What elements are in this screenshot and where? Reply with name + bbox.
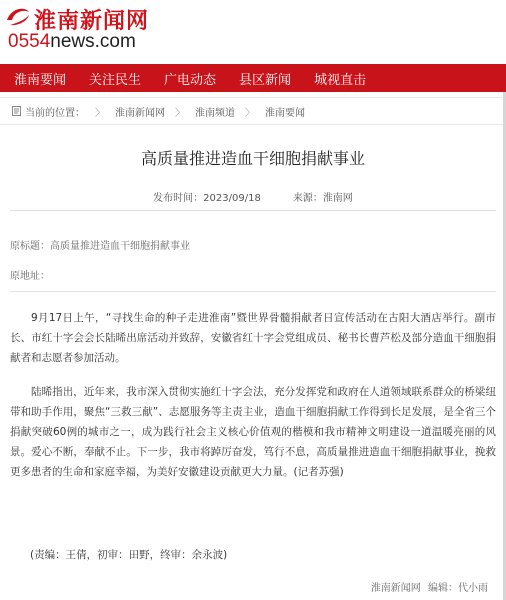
nav-item-county-news[interactable]: 县区新闻 [239,72,292,88]
breadcrumb [0,97,506,125]
publish-time: 2023/09/18 [203,193,261,204]
source-label: 来源： [292,193,323,204]
divider [10,210,496,211]
article-footer [371,579,488,594]
divider [10,291,496,292]
site-name[interactable]: 淮南新闻网 [34,9,150,34]
breadcrumb-separator: 〉 [95,107,105,119]
article-paragraph-2: 陆晞指出，近年来，我市深入贯彻实施红十字会法，充分发挥党和政府在人道领域联系群众的桥梁纽带和助手作用，聚焦“三救三献”、志愿服务等主责主业，造血干细胞捐献工作得到长足发展，是全省三个捐献突破60例的城市之一，成为践行社会主义核心价值观的楷模和我市精神文明建设一道温暖亮丽的风景。爱心不断，奉献不止。下一步，我市将踔厉奋发，笃行不息，高质量推进造血干细胞捐献事业，挽救更多患者的生命和家庭幸福，为美好安徽建设贡献更大力量。(记者苏强) [10,386,496,478]
main-nav [0,64,506,92]
nav-item-livelihood[interactable]: 关注民生 [89,72,142,88]
original-url: 原地址： [10,271,50,282]
nav-item-broadcast[interactable]: 广电动态 [164,72,217,88]
article-meta [0,189,506,204]
editor-credits: (责编：王倩，初审：田野，终审：余永波) [30,549,228,561]
article-title: 高质量推进造血干细胞捐献事业 [140,149,365,168]
original-title: 原标题：高质量推进造血干细胞捐献事业 [10,241,190,252]
nav-item-city-video[interactable]: 城视直击 [314,72,367,88]
site-header [0,0,506,62]
nav-item-huainan-news[interactable]: 淮南要闻 [14,72,67,88]
breadcrumb-link-channel[interactable]: 淮南频道 [195,107,235,119]
article-paragraph-1: 9月17日上午，“寻找生命的种子走进淮南”暨世界骨髓捐献者日宣传活动在古阳大酒店举行。副市长、市红十字会会长陆晞出席活动并致辞，安徽省红十字会党组成员、秘书长曹芦松及部分造血干细胞捐献者和志愿者参加活动。 [10,312,496,364]
breadcrumb-separator: 〉 [245,107,255,119]
breadcrumb-link-section[interactable]: 淮南要闻 [265,107,305,119]
domain-rest: news.com [50,31,136,52]
footer-editor: 编辑：代小雨 [428,583,488,594]
source-value: 淮南网 [322,193,353,204]
red-swirl-logo-icon[interactable] [5,6,31,28]
doc-icon [12,106,21,116]
publish-label: 发布时间： [153,193,204,204]
breadcrumb-label: 当前的位置： [25,107,85,119]
footer-site[interactable]: 淮南新闻网 [370,583,421,594]
breadcrumb-separator: 〉 [175,107,185,119]
site-domain[interactable] [8,31,136,53]
domain-prefix: 0554 [8,31,51,52]
breadcrumb-link-home[interactable]: 淮南新闻网 [115,107,165,119]
